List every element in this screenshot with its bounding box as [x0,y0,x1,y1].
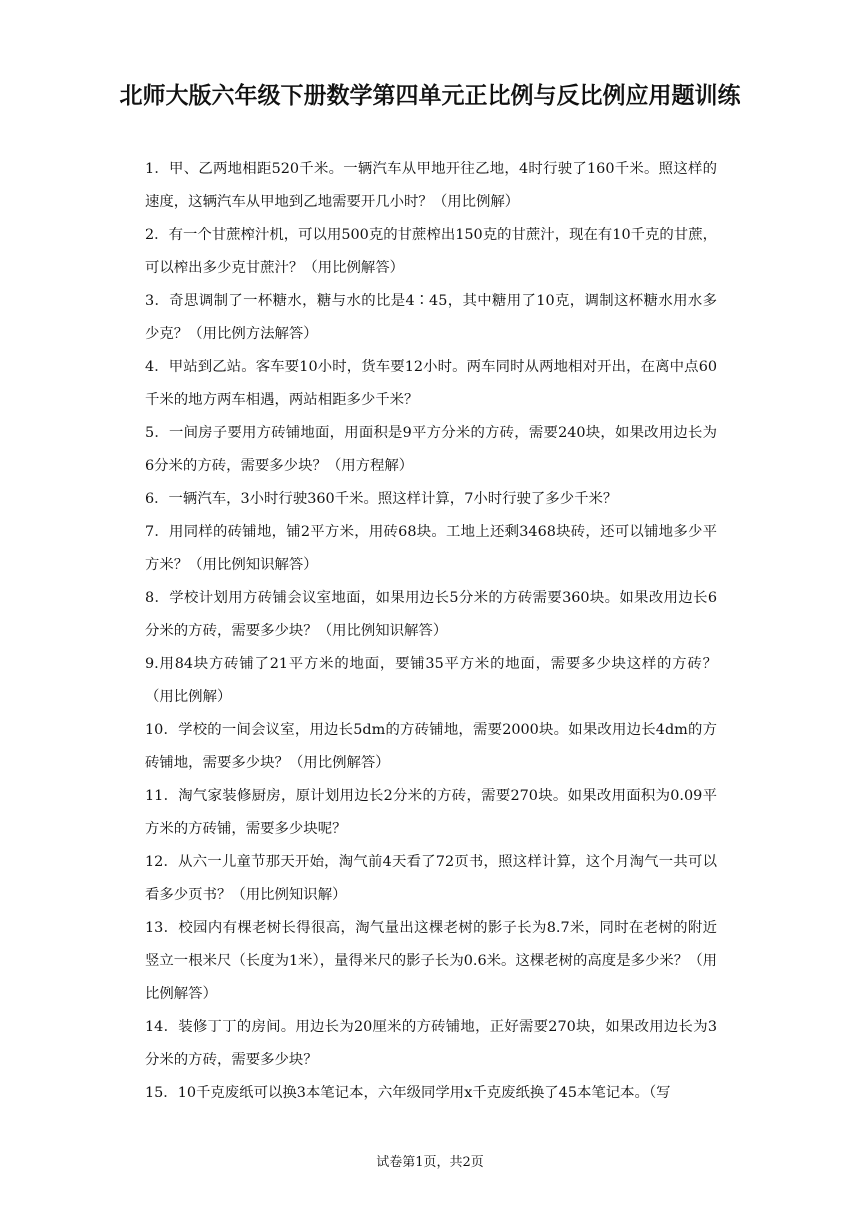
question-7: 7．用同样的砖铺地，铺2平方米，用砖68块。工地上还剩3468块砖，还可以铺地多少平方米？（用比例知识解答） [145,524,717,573]
question-11: 11．淘气家装修厨房，原计划用边长2分米的方砖，需要270块。如果改用面积为0.09平方米的方砖铺，需要多少块呢？ [145,788,717,837]
question-14: 14．装修丁丁的房间。用边长为20厘米的方砖铺地，正好需要270块，如果改用边长为3分米的方砖，需要多少块？ [145,1019,717,1068]
question-5: 5．一间房子要用方砖铺地面，用面积是9平方分米的方砖，需要240块，如果改用边长为6分米的方砖，需要多少块？（用方程解） [145,425,717,474]
question-2: 2．有一个甘蔗榨汁机，可以用500克的甘蔗榨出150克的甘蔗汁，现在有10千克的甘蔗，可以榨出多少克甘蔗汁？（用比例解答） [145,227,717,276]
question-12: 12．从六一儿童节那天开始，淘气前4天看了72页书，照这样计算，这个月淘气一共可以看多少页书？（用比例知识解） [145,854,717,903]
question-8: 8．学校计划用方砖铺会议室地面，如果用边长5分米的方砖需要360块。如果改用边长6分米的方砖，需要多少块？（用比例知识解答） [145,590,717,639]
question-9: 9.用84块方砖铺了21平方米的地面，要铺35平方米的地面，需要多少块这样的方砖？（用比例解） [145,656,717,705]
question-4: 4．甲站到乙站。客车要10小时，货车要12小时。两车同时从两地相对开出，在离中点60千米的地方两车相遇，两站相距多少千米？ [145,359,717,408]
question-6: 6．一辆汽车，3小时行驶360千米。照这样计算，7小时行驶了多少千米？ [145,491,618,507]
question-3: 3．奇思调制了一杯糖水，糖与水的比是4∶45，其中糖用了10克，调制这杯糖水用水多少克？（用比例方法解答） [145,293,717,342]
page-footer: 试卷第1页，共2页 [376,1155,484,1170]
question-15: 15．10千克废纸可以换3本笔记本，六年级同学用x千克废纸换了45本笔记本。（写 [145,1085,671,1101]
question-1: 1．甲、乙两地相距520千米。一辆汽车从甲地开往乙地，4时行驶了160千米。照这样的速度，这辆汽车从甲地到乙地需要开几小时？（用比例解） [145,161,717,210]
question-list [145,153,717,1110]
document-title: 北师大版六年级下册数学第四单元正比例与反比例应用题训练 [119,83,741,109]
question-10: 10．学校的一间会议室，用边长5dm的方砖铺地，需要2000块。如果改用边长4dm的方砖铺地，需要多少块？（用比例解答） [145,722,717,771]
question-13: 13．校园内有棵老树长得很高，淘气量出这棵老树的影子长为8.7米，同时在老树的附近竖立一根米尺（长度为1米），量得米尺的影子长为0.6米。这棵老树的高度是多少米？（用比例解答） [145,920,717,1002]
